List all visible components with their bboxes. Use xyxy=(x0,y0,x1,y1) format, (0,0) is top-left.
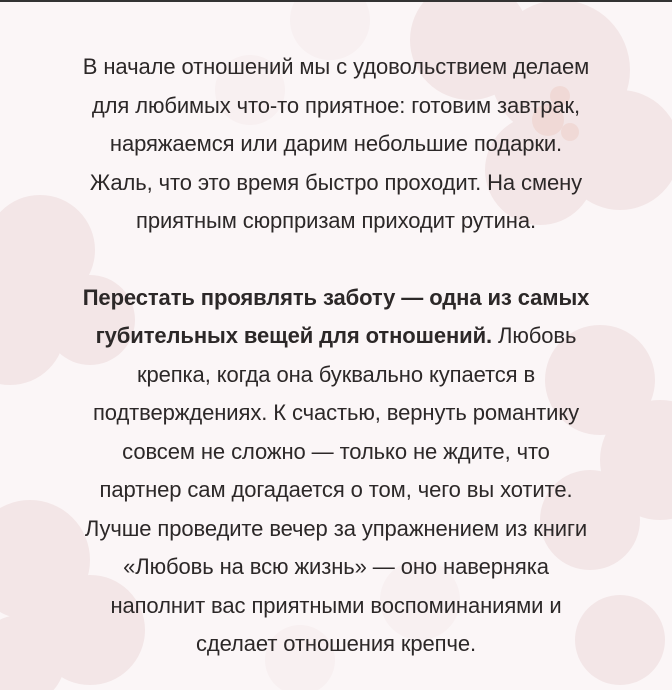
text-fragment: Любовь xyxy=(492,323,577,348)
text-line-mixed xyxy=(10,317,662,356)
text-line: для любимых что-то приятное: готовим завтрак, xyxy=(91,92,581,118)
text-line: В начале отношений мы с удовольствием делаем xyxy=(82,54,590,79)
text-line: приятным сюрпризам приходит рутина. xyxy=(136,208,536,233)
text-line: подтверждениях. К счастью, вернуть романтику xyxy=(92,400,580,425)
text-line: Жаль, что это время быстро проходит. На смену xyxy=(89,169,583,195)
paragraph-main xyxy=(10,279,662,664)
bold-text-line: Перестать проявлять заботу — одна из самых xyxy=(82,284,590,310)
text-line: крепка, когда она буквально купается в xyxy=(136,361,536,387)
text-line: «Любовь на всю жизнь» — оно наверняка xyxy=(123,554,549,579)
text-line: сделает отношения крепче. xyxy=(196,631,476,656)
article-text xyxy=(10,0,662,664)
paragraph-intro xyxy=(10,48,662,241)
text-line: совсем не сложно — только не ждите, что xyxy=(122,438,550,464)
text-line: наполнит вас приятными воспоминаниями и xyxy=(110,592,562,618)
text-line: партнер сам догадается о том, чего вы хотите. xyxy=(99,477,573,502)
text-line: Лучше проведите вечер за упражнением из книги xyxy=(84,515,588,541)
top-border xyxy=(0,0,672,2)
text-line: наряжаемся или дарим небольшие подарки. xyxy=(109,131,563,156)
bold-text: губительных вещей для отношений. xyxy=(95,323,493,348)
